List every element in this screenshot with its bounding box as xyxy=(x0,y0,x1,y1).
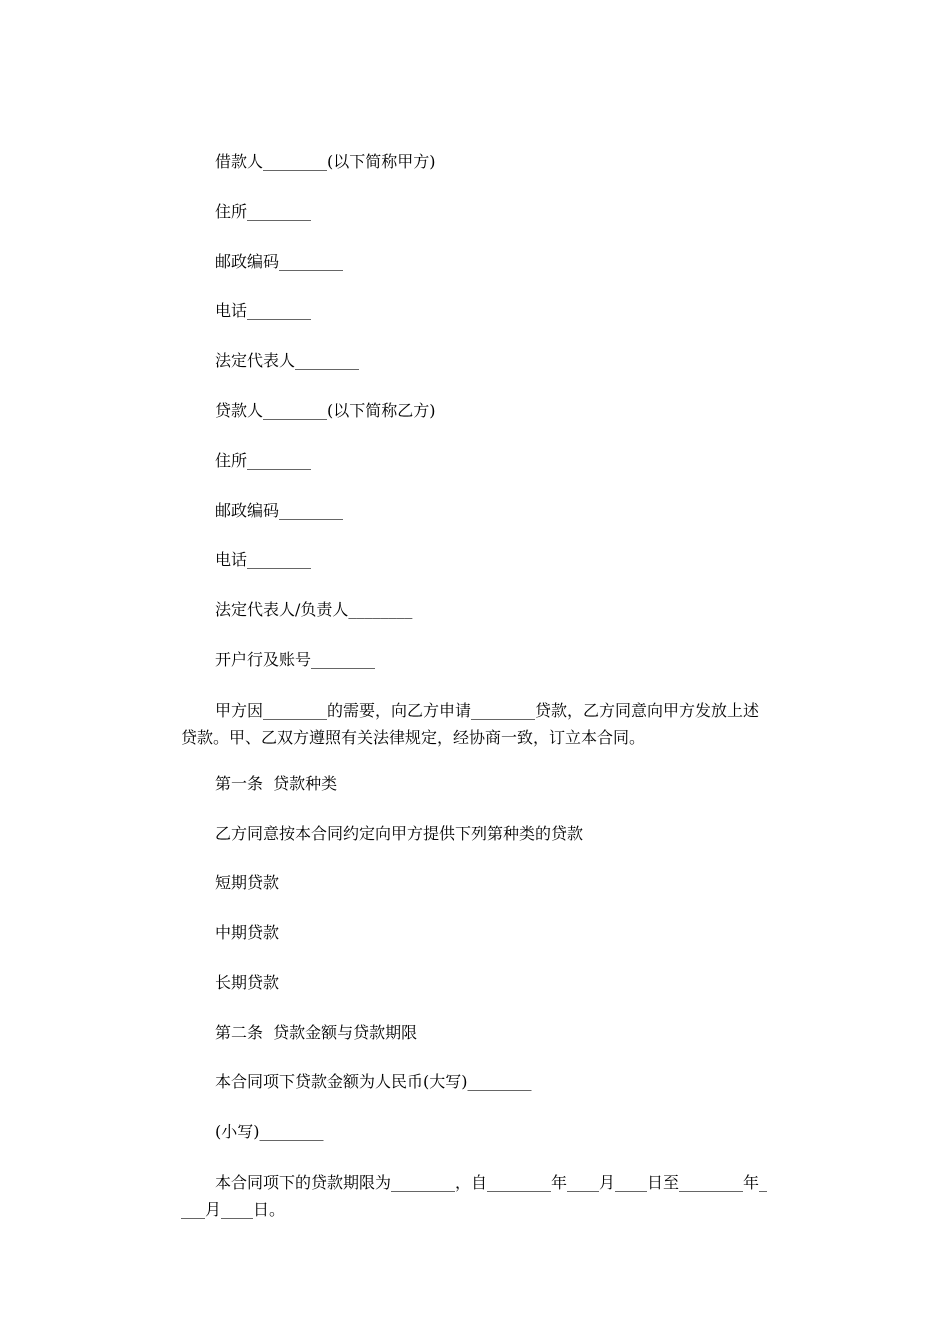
amount-lowercase-line: (小写)________ xyxy=(215,1122,324,1141)
lender-postcode-line: 邮政编码________ xyxy=(215,501,344,520)
lender-bank-account-line: 开户行及账号________ xyxy=(215,650,376,669)
article1-title: 第一条 贷款种类 xyxy=(215,774,338,793)
loan-term-paragraph: 本合同项下的贷款期限为________，自________年____月____日至________年____月____日。 xyxy=(181,1173,768,1219)
lender-line: 贷款人________(以下简称乙方) xyxy=(215,401,436,420)
lender-phone-line: 电话________ xyxy=(215,550,312,569)
article1-text: 乙方同意按本合同约定向甲方提供下列第种类的贷款 xyxy=(215,824,584,843)
amount-uppercase-line: 本合同项下贷款金额为人民币(大写)________ xyxy=(215,1072,532,1091)
lender-legal-rep-line: 法定代表人/负责人________ xyxy=(215,600,413,619)
loan-type-short: 短期贷款 xyxy=(215,873,280,892)
borrower-line: 借款人________(以下简称甲方) xyxy=(215,152,436,171)
borrower-legal-rep-line: 法定代表人________ xyxy=(215,351,360,370)
borrower-postcode-line: 邮政编码________ xyxy=(215,252,344,271)
loan-type-medium: 中期贷款 xyxy=(215,923,280,942)
article2-title: 第二条 贷款金额与贷款期限 xyxy=(215,1023,418,1042)
loan-type-long: 长期贷款 xyxy=(215,973,280,992)
lender-address-line: 住所________ xyxy=(215,451,312,470)
borrower-phone-line: 电话________ xyxy=(215,301,312,320)
borrower-address-line: 住所________ xyxy=(215,202,312,221)
preamble-paragraph: 甲方因________的需要，向乙方申请________贷款，乙方同意向甲方发放上述贷款。甲、乙双方遵照有关法律规定，经协商一致，订立本合同。 xyxy=(181,701,760,747)
